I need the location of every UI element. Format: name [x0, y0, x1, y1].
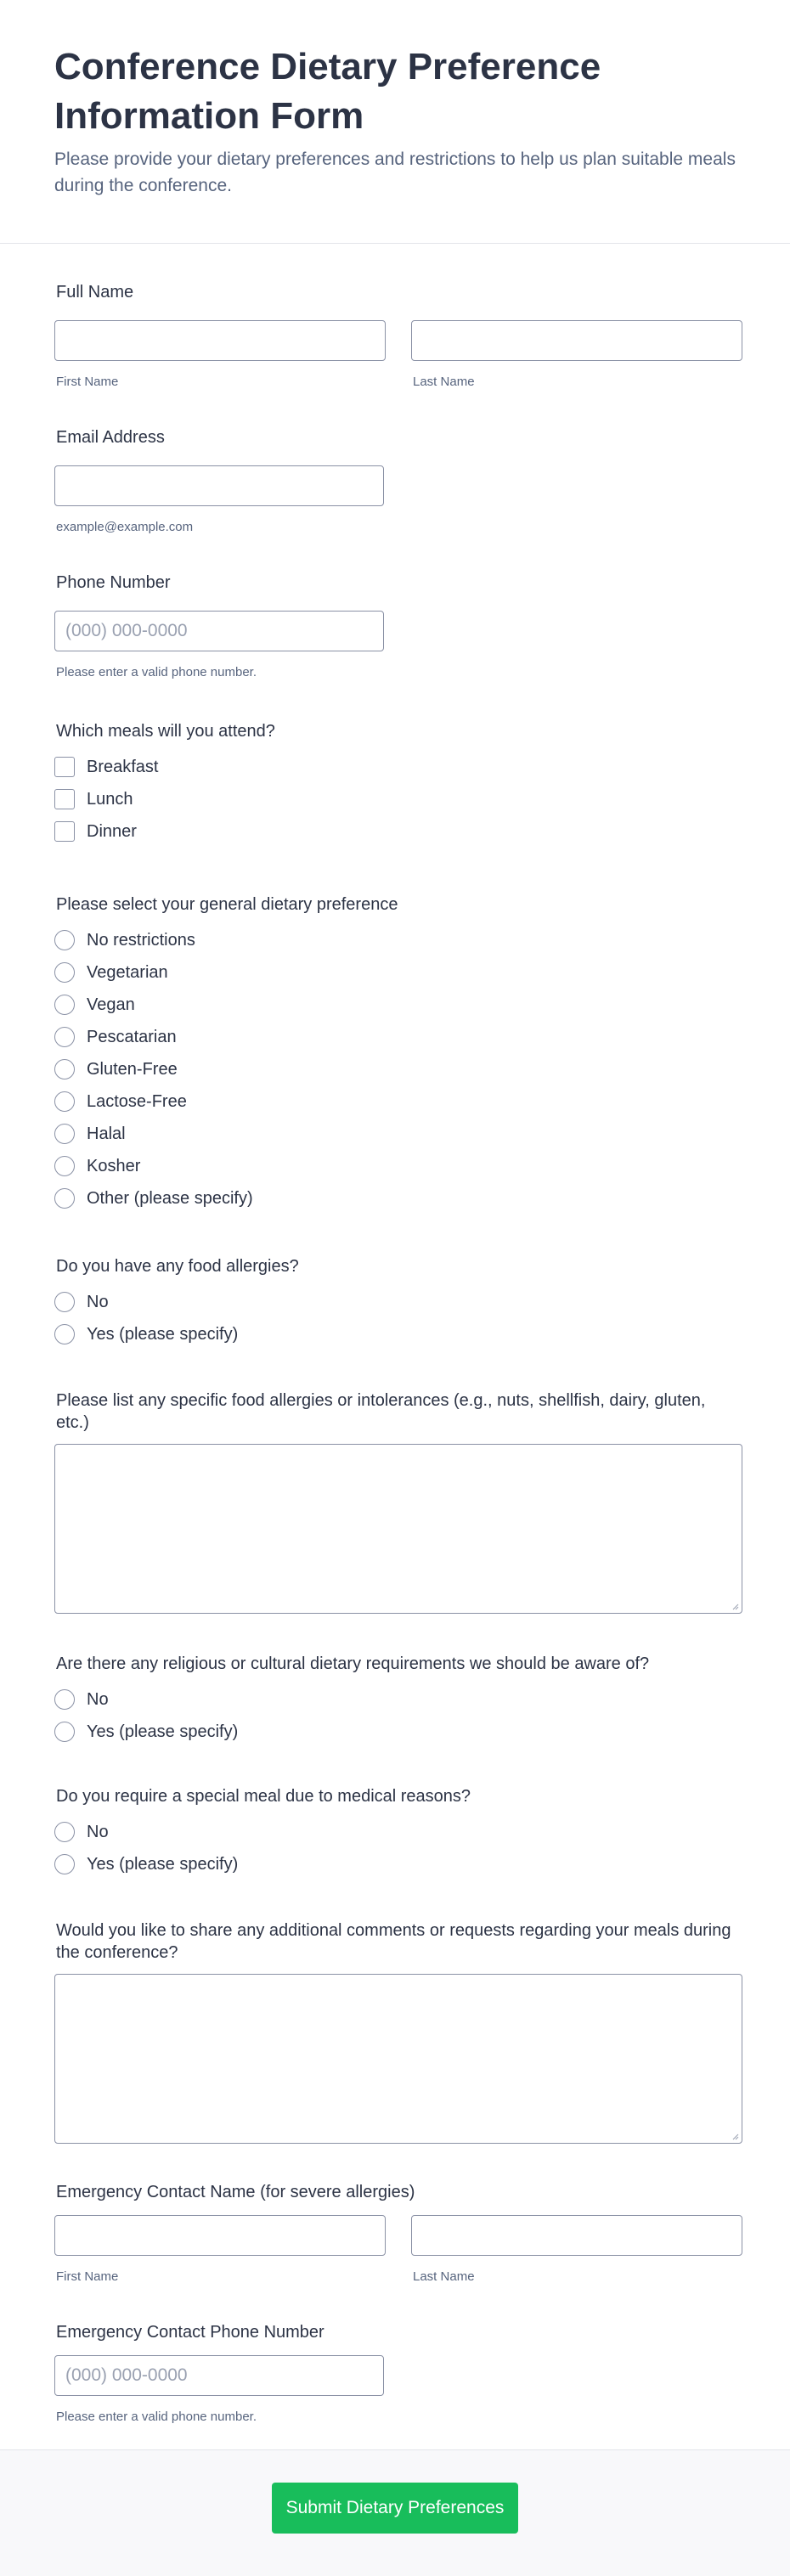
dietary-option-pescatarian[interactable] — [54, 1021, 736, 1053]
allergies-option-yes[interactable] — [54, 1318, 736, 1350]
option-label: No — [87, 1822, 109, 1841]
emergency-phone-sublabel: Please enter a valid phone number. — [56, 2410, 257, 2424]
full-name-field — [54, 281, 736, 389]
radio-button[interactable] — [54, 1124, 75, 1144]
first-name-sublabel: First Name — [56, 375, 119, 389]
option-label: Kosher — [87, 1156, 141, 1175]
option-label: Lunch — [87, 789, 133, 809]
meal-option-lunch[interactable] — [54, 783, 736, 815]
radio-button[interactable] — [54, 1822, 75, 1842]
comments-field — [54, 1919, 736, 2144]
radio-button[interactable] — [54, 1027, 75, 1047]
meals-field — [54, 720, 736, 848]
allergies-label: Do you have any food allergies? — [56, 1257, 299, 1276]
emergency-name-field — [54, 2181, 736, 2284]
allergy-list-textarea[interactable] — [54, 1444, 742, 1614]
emergency-name-label: Emergency Contact Name (for severe allergies) — [56, 2183, 415, 2201]
radio-button[interactable] — [54, 1292, 75, 1312]
checkbox[interactable] — [54, 821, 75, 842]
dietary-option-other[interactable] — [54, 1182, 736, 1215]
form-title: Conference Dietary Preference Information Form — [54, 46, 601, 137]
email-input[interactable] — [54, 465, 384, 506]
radio-button[interactable] — [54, 1091, 75, 1112]
form-header — [0, 0, 790, 244]
checkbox[interactable] — [54, 789, 75, 809]
comments-label: Would you like to share any additional comments or requests regarding your meals during the conference? — [56, 1921, 731, 1962]
full-name-label: Full Name — [56, 283, 134, 302]
radio-button[interactable] — [54, 962, 75, 983]
emergency-last-name-sublabel: Last Name — [413, 2269, 475, 2284]
religious-option-yes[interactable] — [54, 1716, 736, 1748]
medical-option-yes[interactable] — [54, 1848, 736, 1880]
last-name-sublabel: Last Name — [413, 375, 475, 389]
dietary-option-lactose-free[interactable] — [54, 1085, 736, 1118]
dietary-field — [54, 893, 736, 1215]
dietary-option-kosher[interactable] — [54, 1150, 736, 1182]
meals-label: Which meals will you attend? — [56, 722, 275, 741]
meal-option-breakfast[interactable] — [54, 751, 736, 783]
emergency-phone-label: Emergency Contact Phone Number — [56, 2323, 324, 2342]
radio-button[interactable] — [54, 1156, 75, 1176]
form-subtitle: Please provide your dietary preferences and restrictions to help us plan suitable meals during the conference. — [54, 149, 736, 195]
resize-grip-icon[interactable] — [731, 1602, 739, 1610]
dietary-option-halal[interactable] — [54, 1118, 736, 1150]
emergency-first-name-sublabel: First Name — [56, 2269, 119, 2284]
dietary-option-vegan[interactable] — [54, 989, 736, 1021]
radio-button[interactable] — [54, 1854, 75, 1874]
option-label: No restrictions — [87, 930, 195, 950]
meal-option-dinner[interactable] — [54, 815, 736, 848]
radio-button[interactable] — [54, 1324, 75, 1344]
option-label: Yes (please specify) — [87, 1324, 239, 1344]
phone-sublabel: Please enter a valid phone number. — [56, 665, 257, 679]
option-label: Vegan — [87, 995, 135, 1014]
option-label: No — [87, 1689, 109, 1709]
phone-label: Phone Number — [56, 573, 171, 592]
dietary-option-vegetarian[interactable] — [54, 956, 736, 989]
form-body — [0, 244, 790, 2424]
emergency-last-name-input[interactable] — [411, 2215, 742, 2256]
radio-button[interactable] — [54, 1689, 75, 1710]
dietary-option-gluten-free[interactable] — [54, 1053, 736, 1085]
option-label: Halal — [87, 1124, 126, 1143]
form-footer — [0, 2449, 790, 2576]
option-label: Pescatarian — [87, 1027, 177, 1046]
option-label: Lactose-Free — [87, 1091, 187, 1111]
phone-field — [54, 572, 736, 679]
religious-option-no[interactable] — [54, 1683, 736, 1716]
religious-label: Are there any religious or cultural dietary requirements we should be aware of? — [56, 1654, 650, 1673]
allergy-list-field — [54, 1389, 736, 1614]
option-label: No — [87, 1292, 109, 1311]
option-label: Yes (please specify) — [87, 1722, 239, 1741]
option-label: Yes (please specify) — [87, 1854, 239, 1874]
resize-grip-icon[interactable] — [731, 2132, 739, 2140]
submit-button[interactable]: Submit Dietary Preferences — [272, 2483, 518, 2534]
dietary-option-no-restrictions[interactable] — [54, 924, 736, 956]
checkbox[interactable] — [54, 757, 75, 777]
first-name-input[interactable] — [54, 320, 386, 361]
option-label: Other (please specify) — [87, 1188, 253, 1208]
radio-button[interactable] — [54, 930, 75, 950]
option-label: Gluten-Free — [87, 1059, 178, 1079]
dietary-label: Please select your general dietary preference — [56, 895, 398, 914]
phone-input[interactable] — [54, 611, 384, 651]
emergency-phone-input[interactable] — [54, 2355, 384, 2396]
option-label: Dinner — [87, 821, 137, 841]
emergency-phone-field — [54, 2321, 736, 2424]
religious-field — [54, 1653, 736, 1748]
medical-field — [54, 1785, 736, 1880]
medical-option-no[interactable] — [54, 1816, 736, 1848]
email-field — [54, 426, 736, 534]
medical-label: Do you require a special meal due to medical reasons? — [56, 1787, 471, 1806]
allergies-field — [54, 1255, 736, 1350]
emergency-first-name-input[interactable] — [54, 2215, 386, 2256]
option-label: Breakfast — [87, 757, 159, 776]
radio-button[interactable] — [54, 995, 75, 1015]
radio-button[interactable] — [54, 1059, 75, 1079]
allergies-option-no[interactable] — [54, 1286, 736, 1318]
radio-button[interactable] — [54, 1722, 75, 1742]
allergy-list-label: Please list any specific food allergies or intolerances (e.g., nuts, shellfish, dairy, gluten, etc.) — [56, 1391, 706, 1432]
option-label: Vegetarian — [87, 962, 168, 982]
radio-button[interactable] — [54, 1188, 75, 1209]
email-sublabel: example@example.com — [56, 520, 194, 534]
last-name-input[interactable] — [411, 320, 742, 361]
comments-textarea[interactable] — [54, 1974, 742, 2144]
email-label: Email Address — [56, 428, 165, 447]
